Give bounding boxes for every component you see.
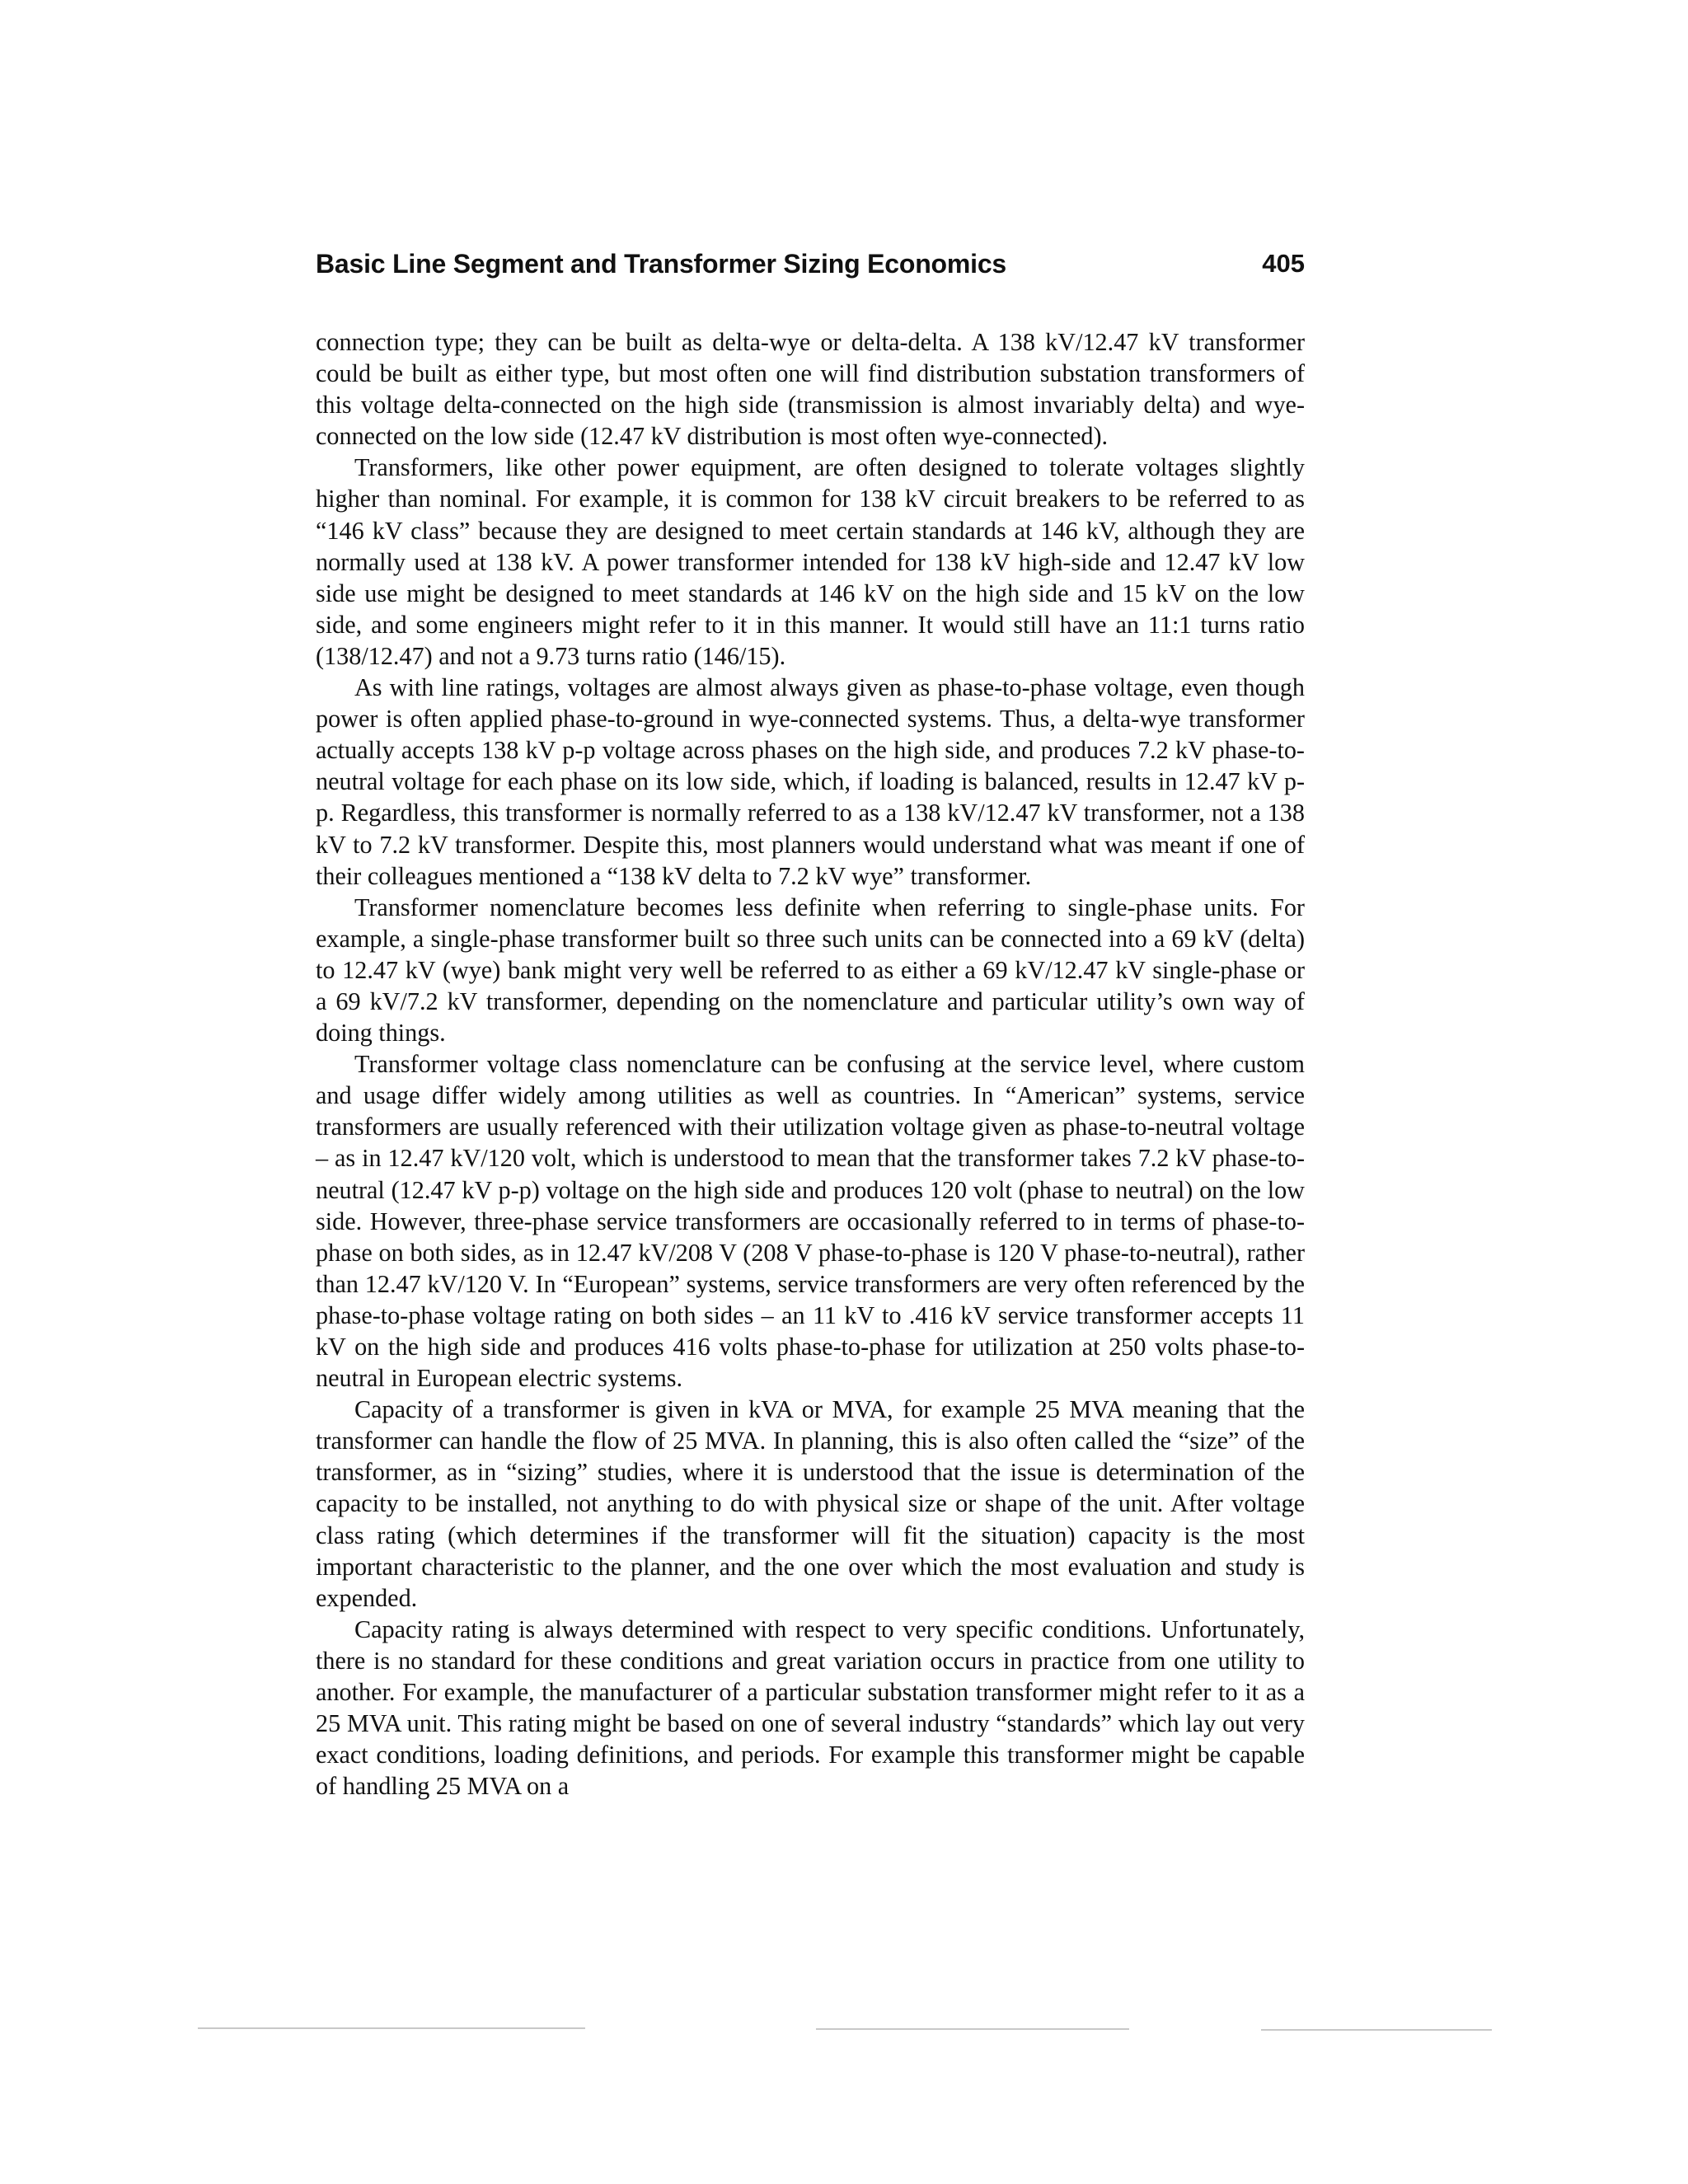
running-header xyxy=(316,247,1305,284)
paragraph-2: Transformers, like other power equipment, are often designed to tolerate voltages slightly higher than nominal. For example, it is common for 138 kV circuit breakers to be referred to as “146 kV class” because they are designed to meet certain standards at 146 kV, although they are normally used at 138 kV. A power transformer intended for 138 kV high-side and 12.47 kV low side use might be designed to meet standards at 146 kV on the high side and 15 kV on the low side, and some engineers might refer to it in this manner. It would still have an 11:1 turns ratio (138/12.47) and not a 9.73 turns ratio (146/15). xyxy=(316,453,1305,670)
paragraph-7: Capacity rating is always determined with respect to very specific conditions. Unfortunately, there is no standard for these conditions and great variation occurs in practice from one utility to another. For example, the manufacturer of a particular substation transformer might refer to it as a 25 MVA unit. This rating might be based on one of several industry “standards” which lay out very exact conditions, loading definitions, and periods. For example this transformer might be capable of handling 25 MVA on a xyxy=(316,1615,1305,1801)
scan-artifact-line xyxy=(816,2028,1129,2030)
paragraph-3: As with line ratings, voltages are almost always given as phase-to-phase voltage, even though power is often applied phase-to-ground in wye-connected systems. Thus, a delta-wye transformer actually accepts 138 kV p-p voltage across phases on the high side, and produces 7.2 kV phase-to-neutral voltage for each phase on its low side, which, if loading is balanced, results in 12.47 kV p-p. Regardless, this transformer is normally referred to as a 138 kV/12.47 kV transformer, not a 138 kV to 7.2 kV transformer. Despite this, most planners would understand what was meant if one of their colleagues mentioned a “138 kV delta to 7.2 kV wye” transformer. xyxy=(316,673,1305,890)
page-number: 405 xyxy=(1262,249,1305,278)
body-text xyxy=(316,326,1305,1802)
scan-artifact-line xyxy=(198,2027,585,2029)
paragraph-5: Transformer voltage class nomenclature can be confusing at the service level, where custom and usage differ widely among utilities as well as countries. In “American” systems, service transformers are usually referenced with their utilization voltage given as phase-to-neutral voltage – as in 12.47 kV/120 volt, which is understood to mean that the transformer takes 7.2 kV phase-to-neutral (12.47 kV p-p) voltage on the high side and produces 120 volt (phase to neutral) on the low side. However, three-phase service transformers are occasionally referred to in terms of phase-to-phase on both sides, as in 12.47 kV/208 V (208 V phase-to-phase is 120 V phase-to-neutral), rather than 12.47 kV/120 V. In “European” systems, service transformers are very often referenced by the phase-to-phase voltage rating on both sides – an 11 kV to .416 kV service transformer accepts 11 kV on the high side and produces 416 volts phase-to-phase for utilization at 250 volts phase-to-neutral in European electric systems. xyxy=(316,1050,1305,1393)
running-header-title: Basic Line Segment and Transformer Sizing Economics xyxy=(316,249,1007,279)
scan-artifact-line xyxy=(1261,2029,1492,2031)
paragraph-6: Capacity of a transformer is given in kVA or MVA, for example 25 MVA meaning that the transformer can handle the flow of 25 MVA. In planning, this is also often called the “size” of the transformer, as in “sizing” studies, where it is understood that the issue is determination of the capacity to be installed, not anything to do with physical size or shape of the unit. After voltage class rating (which determines if the transformer will fit the situation) capacity is the most important characteristic to the planner, and the one over which the most evaluation and study is expended. xyxy=(316,1395,1305,1612)
paragraph-4: Transformer nomenclature becomes less definite when referring to single-phase units. For example, a single-phase transformer built so three such units can be connected into a 69 kV (delta) to 12.47 kV (wye) bank might very well be referred to as either a 69 kV/12.47 kV single-phase or a 69 kV/7.2 kV transformer, depending on the nomenclature and particular utility’s own way of doing things. xyxy=(316,893,1305,1047)
paragraph-1: connection type; they can be built as delta-wye or delta-delta. A 138 kV/12.47 kV transformer could be built as either type, but most often one will find distribution substation transformers of this voltage delta-connected on the high side (transmission is almost invariably delta) and wye-connected on the low side (12.47 kV distribution is most often wye-connected). xyxy=(316,328,1305,451)
